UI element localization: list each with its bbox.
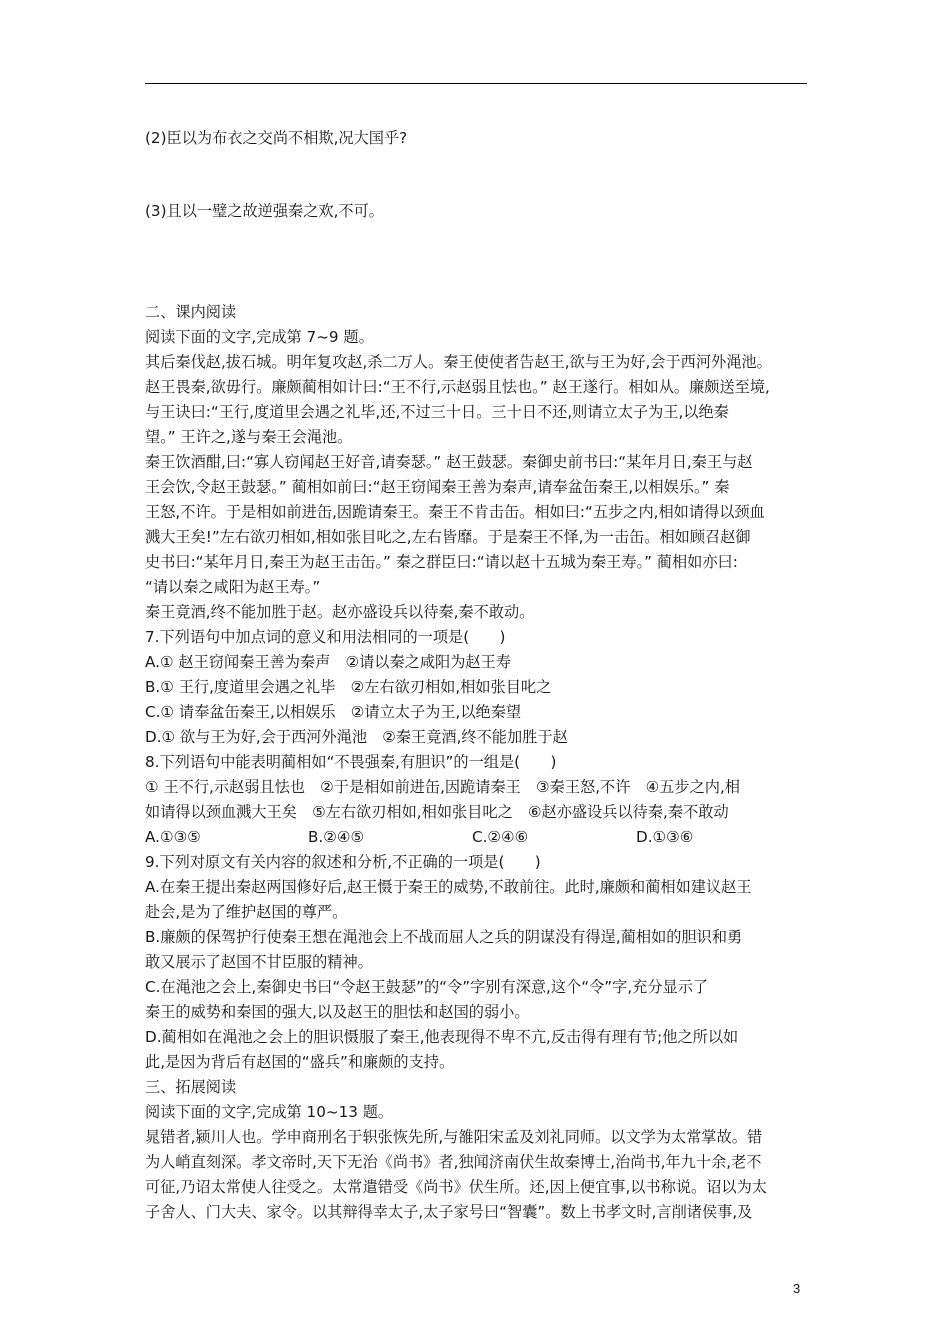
question-8-option-a: A.①③⑤ [145,828,201,846]
header-rule [145,83,807,84]
question-9-line: 敢又展示了赵国不甘臣服的精神。 [145,953,373,971]
section-heading-extended-reading: 三、拓展阅读 [145,1078,237,1096]
passage-line: 赵王畏秦,欲毋行。廉颇蔺相如计曰:“王不行,示赵弱且怯也。” 赵王遂行。相如从。廉颇送至境, [145,378,770,396]
question-8-option-b: B.②④⑤ [308,828,365,846]
passage-line: 秦王饮酒酣,曰:“寡人窃闻赵王好音,请奏瑟。” 赵王鼓瑟。秦御史前书曰:“某年月日,秦王与赵 [145,453,753,471]
passage-line: 望。” 王许之,遂与秦王会渑池。 [145,428,353,446]
passage-line: 晁错者,颍川人也。学申商刑名于轵张恢先所,与雒阳宋孟及刘礼同师。以文学为太常掌故。错 [145,1128,763,1146]
question-8-option-d: D.①③⑥ [636,828,694,846]
page-number: 3 [793,1281,801,1296]
passage-line: 王会饮,令赵王鼓瑟。” 蔺相如前曰:“赵王窃闻秦王善为秦声,请奉盆缶秦王,以相娱乐。” 秦 [145,478,730,496]
question-9-line: 赴会,是为了维护赵国的尊严。 [145,903,348,921]
question-9-line: A.在秦王提出秦赵两国修好后,赵王慑于秦王的威势,不敢前往。此时,廉颇和蔺相如建议赵王 [145,878,752,896]
question-7-option-d: D.① 欲与王为好,会于西河外渑池 ②秦王竟酒,终不能加胜于赵 [145,728,568,746]
passage-line: 王怒,不许。于是相如前进缶,因跪请秦王。秦王不肯击缶。相如曰:“五步之内,相如请得以颈血 [145,503,765,521]
question-9-line: D.蔺相如在渑池之会上的胆识慑服了秦王,他表现得不卑不亢,反击得有理有节;他之所以如 [145,1028,739,1046]
question-9-line: B.廉颇的保驾护行使秦王想在渑池会上不战而屈人之兵的阴谋没有得逞,蔺相如的胆识和勇 [145,928,743,946]
passage-line: 史书曰:“某年月日,秦王为赵王击缶。” 秦之群臣曰:“请以赵十五城为秦王寿。” 蔺相如亦曰: [145,553,738,571]
passage-line: “请以秦之咸阳为赵王寿。” [145,578,321,596]
section-heading-in-class-reading: 二、课内阅读 [145,303,237,321]
question-7-option-a: A.① 赵王窃闻秦王善为秦声 ②请以秦之咸阳为赵王寿 [145,653,511,671]
question-7-option-c: C.① 请奉盆缶秦王,以相娱乐 ②请立太子为王,以绝秦望 [145,703,522,721]
question-7-stem: 7.下列语句中加点词的意义和用法相同的一项是( ) [145,628,506,646]
question-9-line: 秦王的威势和秦国的强大,以及赵王的胆怯和赵国的弱小。 [145,1003,530,1021]
passage-line: 子舍人、门大夫、家令。以其辩得幸太子,太子家号曰“智囊”。数上书孝文时,言削诸侯事,及 [145,1203,753,1221]
passage-line: 溅大王矣!”左右欲刃相如,相如张目叱之,左右皆靡。于是秦王不怿,为一击缶。相如顾召赵御 [145,528,751,546]
question-8-body-line: 如请得以颈血溅大王矣 ⑤左右欲刃相如,相如张目叱之 ⑥赵亦盛设兵以待秦,秦不敢动 [145,803,729,821]
translation-item-3: (3)且以一璧之故逆强秦之欢,不可。 [145,202,384,220]
translation-item-2: (2)臣以为布衣之交尚不相欺,况大国乎? [145,129,408,147]
question-9-line: 此,是因为背后有赵国的“盛兵”和廉颇的支持。 [145,1053,455,1071]
section-instruction: 阅读下面的文字,完成第 7~9 题。 [145,328,374,346]
passage-line: 可征,乃诏太常使人往受之。太常遣错受《尚书》伏生所。还,因上便宜事,以书称说。诏以为太 [145,1178,767,1196]
passage-line: 与王诀曰:“王行,度道里会遇之礼毕,还,不过三十日。三十日不还,则请立太子为王,以绝秦 [145,403,729,421]
question-8-stem: 8.下列语句中能表明蔺相如“不畏强秦,有胆识”的一组是( ) [145,753,557,771]
passage-line: 其后秦伐赵,拔石城。明年复攻赵,杀二万人。秦王使使者告赵王,欲与王为好,会于西河外渑池。 [145,353,772,371]
section-instruction: 阅读下面的文字,完成第 10~13 题。 [145,1103,394,1121]
passage-line: 秦王竟酒,终不能加胜于赵。赵亦盛设兵以待秦,秦不敢动。 [145,603,535,621]
question-9-stem: 9.下列对原文有关内容的叙述和分析,不正确的一项是( ) [145,853,541,871]
question-9-line: C.在渑池之会上,秦御史书曰“令赵王鼓瑟”的“令”字别有深意,这个“令”字,充分显示了 [145,978,709,996]
question-7-option-b: B.① 王行,度道里会遇之礼毕 ②左右欲刃相如,相如张目叱之 [145,678,552,696]
passage-line: 为人峭直刻深。孝文帝时,天下无治《尚书》者,独闻济南伏生故秦博士,治尚书,年九十余,老不 [145,1153,762,1171]
question-8-body-line: ① 王不行,示赵弱且怯也 ②于是相如前进缶,因跪请秦王 ③秦王怒,不许 ④五步之内,相 [145,778,740,796]
question-8-option-c: C.②④⑥ [472,828,529,846]
